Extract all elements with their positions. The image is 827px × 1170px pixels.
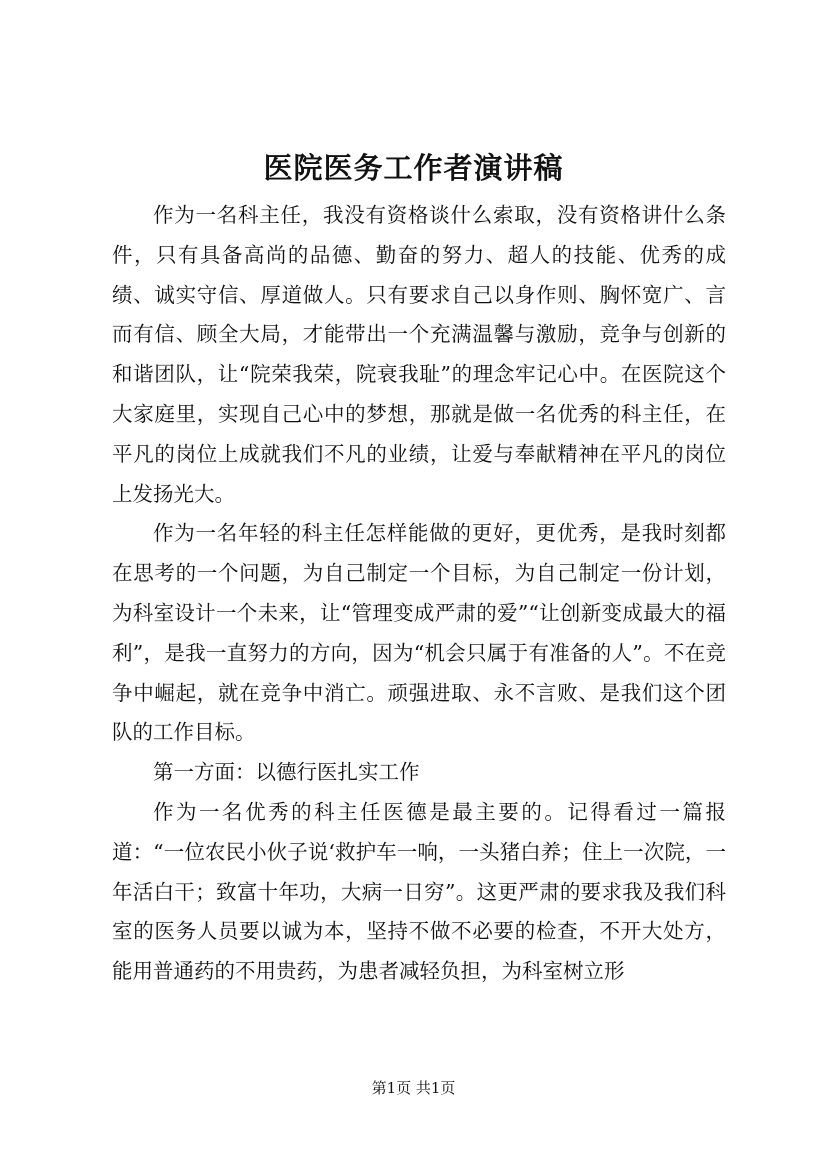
paragraph-2: 作为一名年轻的科主任怎样能做的更好，更优秀，是我时刻都在思考的一个问题，为自己制定一个目标，为自己制定一份计划，为科室设计一个未来，让“管理变成严肃的爱”“让创新变成最大的福利”，是我一直努力的方向，因为“机会只属于有准备的人”。不在竞争中崛起，就在竞争中消亡。顽强进取、永不言败、是我们这个团队的工作目标。 [112,521,726,745]
document-body [112,196,726,992]
section-heading: 第一方面：以德行医扎实工作 [153,760,420,785]
paragraph-1: 作为一名科主任，我没有资格谈什么索取，没有资格讲什么条件，只有具备高尚的品德、勤奋的努力、超人的技能、优秀的成绩、诚实守信、厚道做人。只有要求自己以身作则、胸怀宽广、言而有信、顾全大局，才能带出一个充满温馨与激励，竞争与创新的和谐团队，让“院荣我荣，院衰我耻”的理念牢记心中。在医院这个大家庭里，实现自己心中的梦想，那就是做一名优秀的科主任，在平凡的岗位上成就我们不凡的业绩，让爱与奉献精神在平凡的岗位上发扬光大。 [112,203,726,506]
paragraph-3: 作为一名优秀的科主任医德是最主要的。记得看过一篇报道：“一位农民小伙子说‘救护车一响，一头猪白养；住上一次院，一年活白干；致富十年功，大病一日穷”。这更严肃的要求我及我们科室的医务人员要以诚为本，坚持不做不必要的检查，不开大处方，能用普通药的不用贵药，为患者减轻负担，为科室树立形 [112,799,726,984]
document-title: 医院医务工作者演讲稿 [263,151,564,185]
page-footer: 第1页 共1页 [371,1079,456,1097]
